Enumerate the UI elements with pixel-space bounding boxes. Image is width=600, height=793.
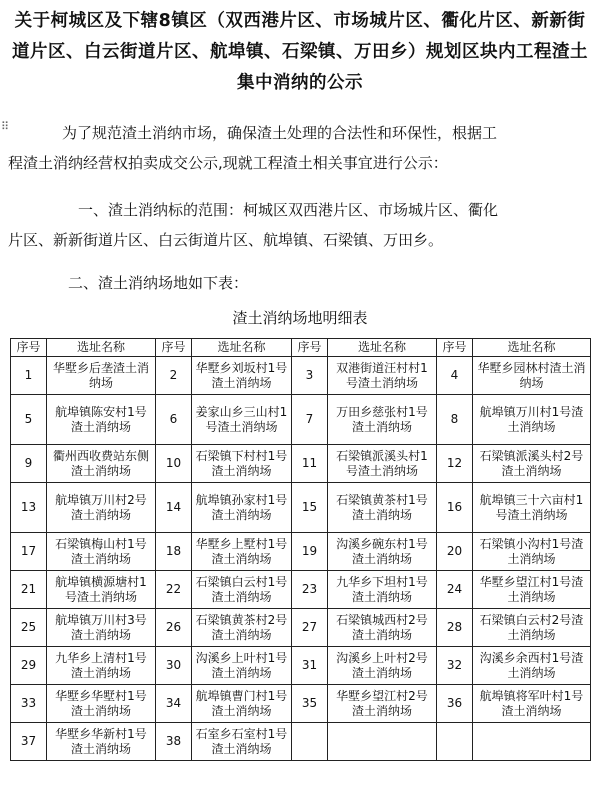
scope-line-2: 片区、新新街道片区、白云街道片区、航埠镇、石梁镇、万田乡。 (8, 231, 444, 249)
header-cell: 序号 (437, 339, 473, 357)
site-name-cell: 华墅乡华墅村1号渣土消纳场 (47, 685, 156, 723)
site-name-cell: 华墅乡华新村1号渣土消纳场 (47, 723, 156, 761)
site-name-cell: 石梁镇派溪头村1号渣土消纳场 (328, 445, 437, 483)
site-number-cell: 15 (292, 483, 328, 533)
site-name-cell: 航埠镇三十六亩村1号渣土消纳场 (473, 483, 591, 533)
site-number-cell: 14 (156, 483, 192, 533)
table-title: 渣土消纳场地明细表 (232, 309, 368, 327)
site-number-cell: 29 (11, 647, 47, 685)
site-number-cell: 17 (11, 533, 47, 571)
site-number-cell: 30 (156, 647, 192, 685)
site-name-cell: 沟溪乡碗东村1号渣土消纳场 (328, 533, 437, 571)
header-cell: 选址名称 (473, 339, 591, 357)
notice-title: 关于柯城区及下辖8镇区（双西港片区、市场城片区、衢化片区、新新街道片区、白云街道片区、航埠镇、石梁镇、万田乡）规划区块内工程渣土集中消纳的公示 (12, 11, 588, 93)
site-name-cell: 万田乡慈张村1号渣土消纳场 (328, 395, 437, 445)
site-name-cell: 航埠镇万川村3号渣土消纳场 (47, 609, 156, 647)
site-name-cell: 九华乡下坦村1号渣土消纳场 (328, 571, 437, 609)
site-number-cell: 34 (156, 685, 192, 723)
header-cell: 选址名称 (328, 339, 437, 357)
site-number-cell: 5 (11, 395, 47, 445)
site-name-cell: 航埠镇将军叶村1号渣土消纳场 (473, 685, 591, 723)
site-number-cell: 19 (292, 533, 328, 571)
site-number-cell: 18 (156, 533, 192, 571)
site-name-cell (473, 723, 591, 761)
site-number-cell: 7 (292, 395, 328, 445)
site-name-cell: 航埠镇万川村2号渣土消纳场 (47, 483, 156, 533)
site-number-cell: 22 (156, 571, 192, 609)
site-name-cell: 航埠镇横源塘村1号渣土消纳场 (47, 571, 156, 609)
site-name-cell: 航埠镇曹门村1号渣土消纳场 (192, 685, 292, 723)
site-number-cell: 4 (437, 357, 473, 395)
header-cell: 选址名称 (47, 339, 156, 357)
site-name-cell: 石梁镇梅山村1号渣土消纳场 (47, 533, 156, 571)
site-number-cell: 6 (156, 395, 192, 445)
site-number-cell (292, 723, 328, 761)
table-row (11, 609, 591, 647)
site-name-cell: 石梁镇白云村2号渣土消纳场 (473, 609, 591, 647)
site-name-cell: 九华乡上清村1号渣土消纳场 (47, 647, 156, 685)
site-name-cell: 华墅乡望江村1号渣土消纳场 (473, 571, 591, 609)
table-row (11, 723, 591, 761)
site-name-cell: 石梁镇白云村1号渣土消纳场 (192, 571, 292, 609)
site-number-cell: 31 (292, 647, 328, 685)
site-number-cell: 20 (437, 533, 473, 571)
site-number-cell: 25 (11, 609, 47, 647)
site-number-cell: 32 (437, 647, 473, 685)
header-cell: 选址名称 (192, 339, 292, 357)
scope-paragraph (8, 195, 592, 255)
site-number-cell: 26 (156, 609, 192, 647)
sites-table (10, 338, 591, 761)
site-number-cell: 24 (437, 571, 473, 609)
table-row (11, 395, 591, 445)
header-cell: 序号 (11, 339, 47, 357)
site-name-cell: 石室乡石室村1号渣土消纳场 (192, 723, 292, 761)
site-name-cell: 航埠镇孙家村1号渣土消纳场 (192, 483, 292, 533)
drag-handle-icon[interactable]: ⠿ (1, 120, 8, 133)
table-row (11, 357, 591, 395)
table-row (11, 445, 591, 483)
site-name-cell: 沟溪乡余西村1号渣土消纳场 (473, 647, 591, 685)
table-row (11, 533, 591, 571)
sites-heading: 二、渣土消纳场地如下表： (68, 274, 249, 292)
site-number-cell: 1 (11, 357, 47, 395)
site-number-cell: 23 (292, 571, 328, 609)
scope-line-1: 一、渣土消纳标的范围：柯城区双西港片区、市场城片区、衢化 (78, 201, 499, 219)
site-number-cell: 11 (292, 445, 328, 483)
site-number-cell: 37 (11, 723, 47, 761)
site-number-cell: 35 (292, 685, 328, 723)
site-name-cell: 华墅乡上墅村1号渣土消纳场 (192, 533, 292, 571)
site-name-cell (328, 723, 437, 761)
site-name-cell: 双港街道汪村村1号渣土消纳场 (328, 357, 437, 395)
site-name-cell: 姜家山乡三山村1号渣土消纳场 (192, 395, 292, 445)
site-number-cell: 21 (11, 571, 47, 609)
site-number-cell: 2 (156, 357, 192, 395)
intro-line-1: 为了规范渣土消纳市场，确保渣土处理的合法性和环保性，根据工 (62, 124, 498, 142)
table-body (11, 357, 591, 761)
site-name-cell: 航埠镇万川村1号渣土消纳场 (473, 395, 591, 445)
table-row (11, 571, 591, 609)
site-number-cell (437, 723, 473, 761)
site-number-cell: 33 (11, 685, 47, 723)
site-number-cell: 10 (156, 445, 192, 483)
site-name-cell: 石梁镇下村村1号渣土消纳场 (192, 445, 292, 483)
site-name-cell: 沟溪乡上叶村1号渣土消纳场 (192, 647, 292, 685)
table-row (11, 483, 591, 533)
table-header-row (11, 339, 591, 357)
intro-line-2: 程渣土消纳经营权拍卖成交公示,现就工程渣土相关事宜进行公示： (8, 154, 448, 172)
site-name-cell: 华墅乡刘坂村1号渣土消纳场 (192, 357, 292, 395)
site-name-cell: 华墅乡后垄渣土消纳场 (47, 357, 156, 395)
site-name-cell: 石梁镇派溪头村2号渣土消纳场 (473, 445, 591, 483)
site-number-cell: 12 (437, 445, 473, 483)
site-name-cell: 石梁镇城西村2号渣土消纳场 (328, 609, 437, 647)
table-row (11, 685, 591, 723)
site-number-cell: 16 (437, 483, 473, 533)
site-number-cell: 8 (437, 395, 473, 445)
site-name-cell: 石梁镇黄茶村2号渣土消纳场 (192, 609, 292, 647)
site-number-cell: 3 (292, 357, 328, 395)
header-cell: 序号 (156, 339, 192, 357)
intro-paragraph (8, 118, 592, 178)
site-number-cell: 38 (156, 723, 192, 761)
header-cell: 序号 (292, 339, 328, 357)
site-number-cell: 13 (11, 483, 47, 533)
site-name-cell: 沟溪乡上叶村2号渣土消纳场 (328, 647, 437, 685)
site-number-cell: 27 (292, 609, 328, 647)
site-name-cell: 华墅乡望江村2号渣土消纳场 (328, 685, 437, 723)
site-name-cell: 航埠镇陈安村1号渣土消纳场 (47, 395, 156, 445)
site-number-cell: 28 (437, 609, 473, 647)
site-name-cell: 华墅乡园林村渣土消纳场 (473, 357, 591, 395)
table-row (11, 647, 591, 685)
site-name-cell: 石梁镇小沟村1号渣土消纳场 (473, 533, 591, 571)
site-name-cell: 衢州西收费站东侧渣土消纳场 (47, 445, 156, 483)
site-number-cell: 36 (437, 685, 473, 723)
site-number-cell: 9 (11, 445, 47, 483)
site-name-cell: 石梁镇黄茶村1号渣土消纳场 (328, 483, 437, 533)
